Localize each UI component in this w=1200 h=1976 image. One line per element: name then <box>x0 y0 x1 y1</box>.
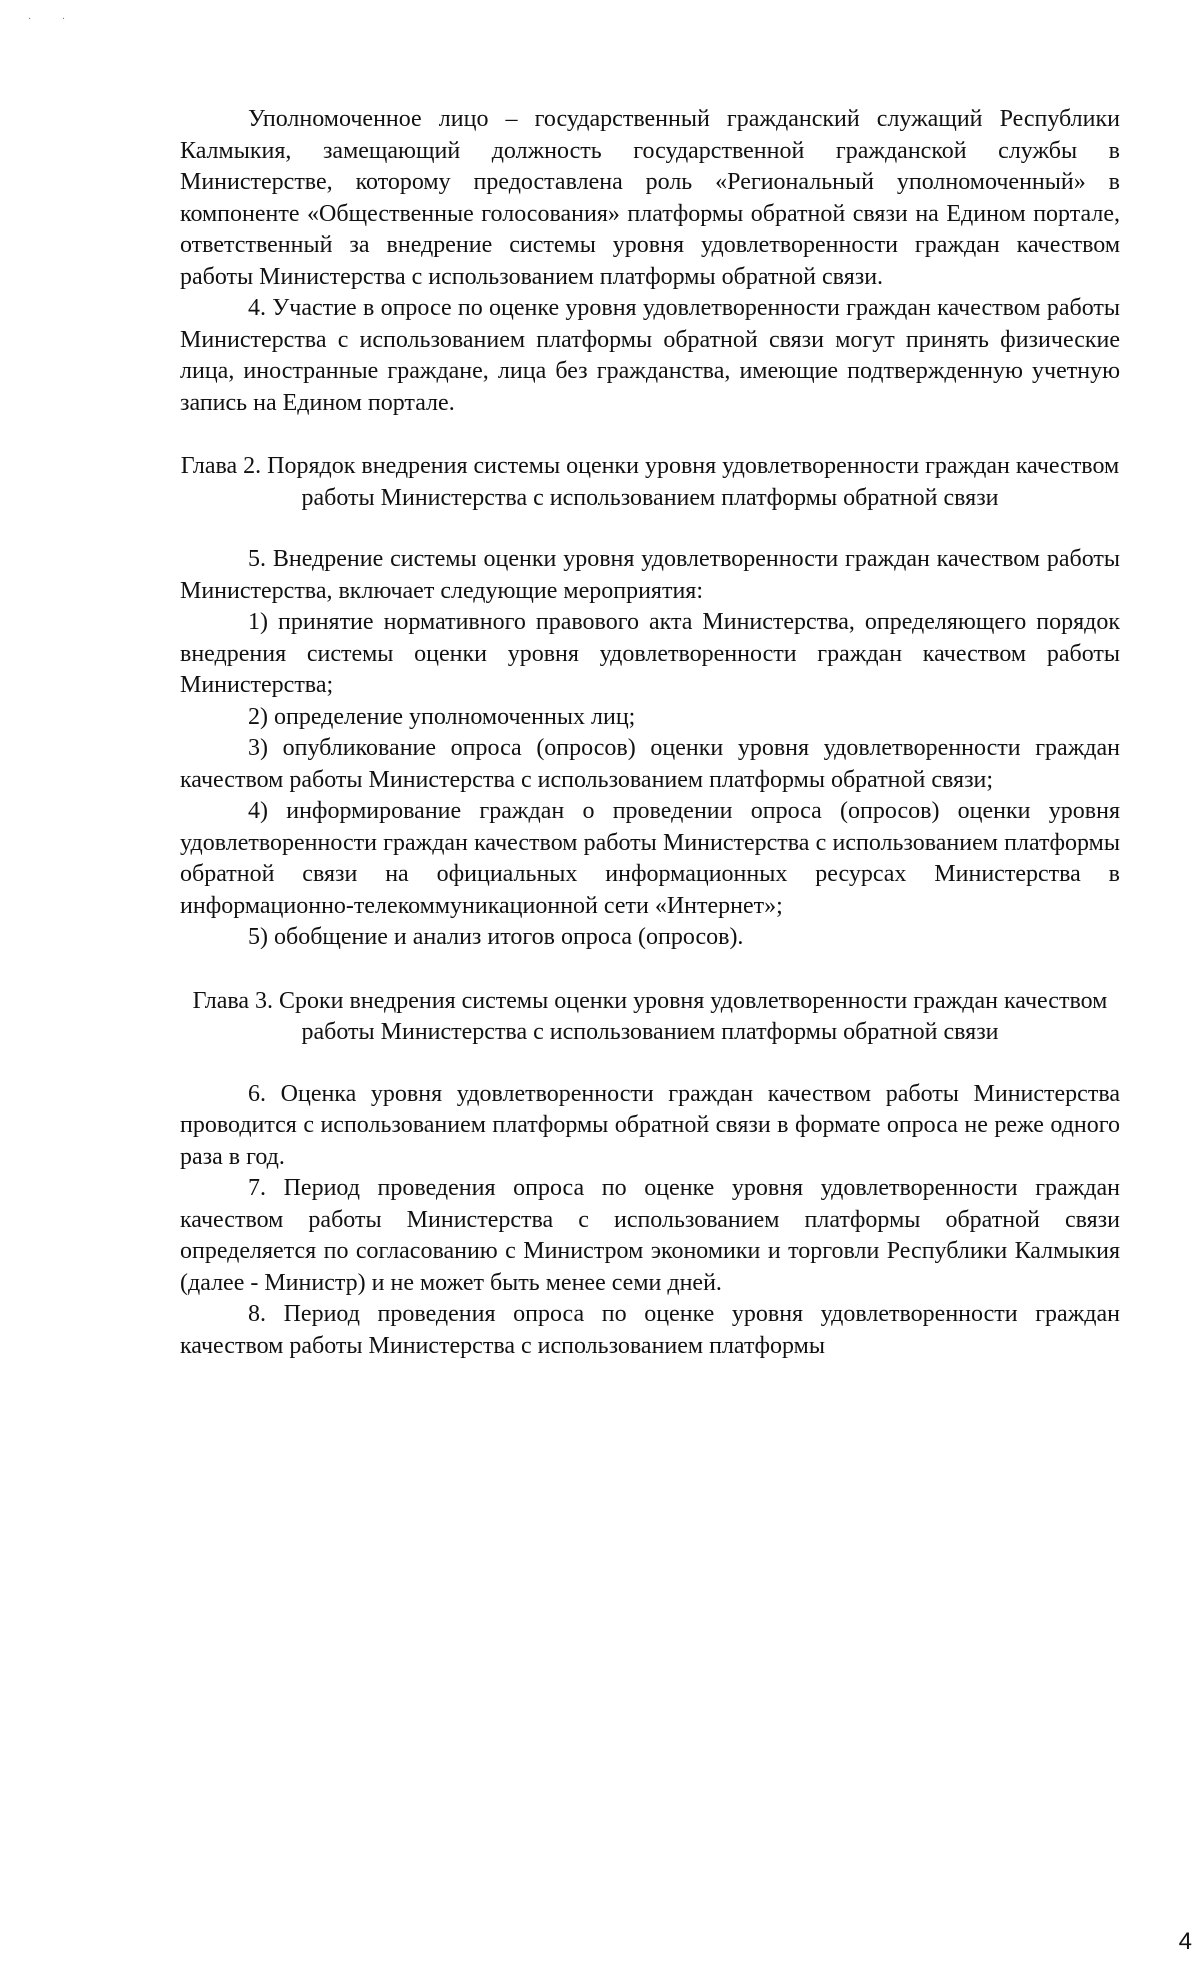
list-item-2: 2) определение уполномоченных лиц; <box>248 703 636 730</box>
paragraph-authorized-person: Уполномоченное лицо – государственный гражданский служащий Республики Калмыкия, замещающий должность государственной гражданской службы в Министерстве, которому предоставлена роль «Региональный уполномоченный» в компоненте «Общественные голосования» платформы обратной связи на Едином портале, ответственный за внедрение системы уровня удовлетворенности граждан качеством работы Министерства с использованием платформы обратной связи. <box>180 106 1120 290</box>
paragraph-5: 5. Внедрение системы оценки уровня удовлетворенности граждан качеством работы Министерства, включает следующие мероприятия: <box>180 546 1120 604</box>
list-item-1: 1) принятие нормативного правового акта Министерства, определяющего порядок внедрения системы оценки уровня удовлетворенности граждан качеством работы Министерства; <box>180 609 1120 698</box>
spacer <box>180 419 1120 451</box>
chapter-2-title: Глава 2. Порядок внедрения системы оценки уровня удовлетворенности граждан качеством работы Министерства с использованием платформы обратной связи <box>180 453 1120 511</box>
spacer <box>180 514 1120 544</box>
scan-marks: · · <box>28 14 80 25</box>
list-item-3: 3) опубликование опроса (опросов) оценки уровня удовлетворенности граждан качеством работы Министерства с использованием платформы обратной связи; <box>180 735 1120 793</box>
paragraph-8: 8. Период проведения опроса по оценке уровня удовлетворенности граждан качеством работы Министерства с использованием платформы <box>180 1301 1120 1359</box>
chapter-3-title: Глава 3. Сроки внедрения системы оценки уровня удовлетворенности граждан качеством работы Министерства с использованием платформы обратной связи <box>192 987 1108 1045</box>
paragraph-4: 4. Участие в опросе по оценке уровня удовлетворенности граждан качеством работы Министерства с использованием платформы обратной связи могут принять физические лица, иностранные граждане, лица без гражданства, имеющие подтвержденную учетную запись на Едином портале. <box>180 295 1120 416</box>
page-number: 4 <box>1178 1928 1192 1955</box>
paragraph-7: 7. Период проведения опроса по оценке уровня удовлетворенности граждан качеством работы Министерства с использованием платформы обратной связи определяется по согласованию с Министром экономики и торговли Республики Калмыкия (далее - Министр) и не может быть менее семи дней. <box>180 1175 1120 1296</box>
spacer <box>180 954 1120 986</box>
spacer <box>180 1049 1120 1079</box>
list-item-5: 5) обобщение и анализ итогов опроса (опросов). <box>248 924 744 950</box>
list-item-4: 4) информирование граждан о проведении опроса (опросов) оценки уровня удовлетворенности граждан качеством работы Министерства с использованием платформы обратной связи на официальных информационных ресурсах Министерства в информационно-телекоммуникационной сети «Интернет»; <box>180 798 1120 919</box>
document-page <box>180 104 1120 1362</box>
paragraph-6: 6. Оценка уровня удовлетворенности граждан качеством работы Министерства проводится с использованием платформы обратной связи в формате опроса не реже одного раза в год. <box>180 1080 1120 1170</box>
